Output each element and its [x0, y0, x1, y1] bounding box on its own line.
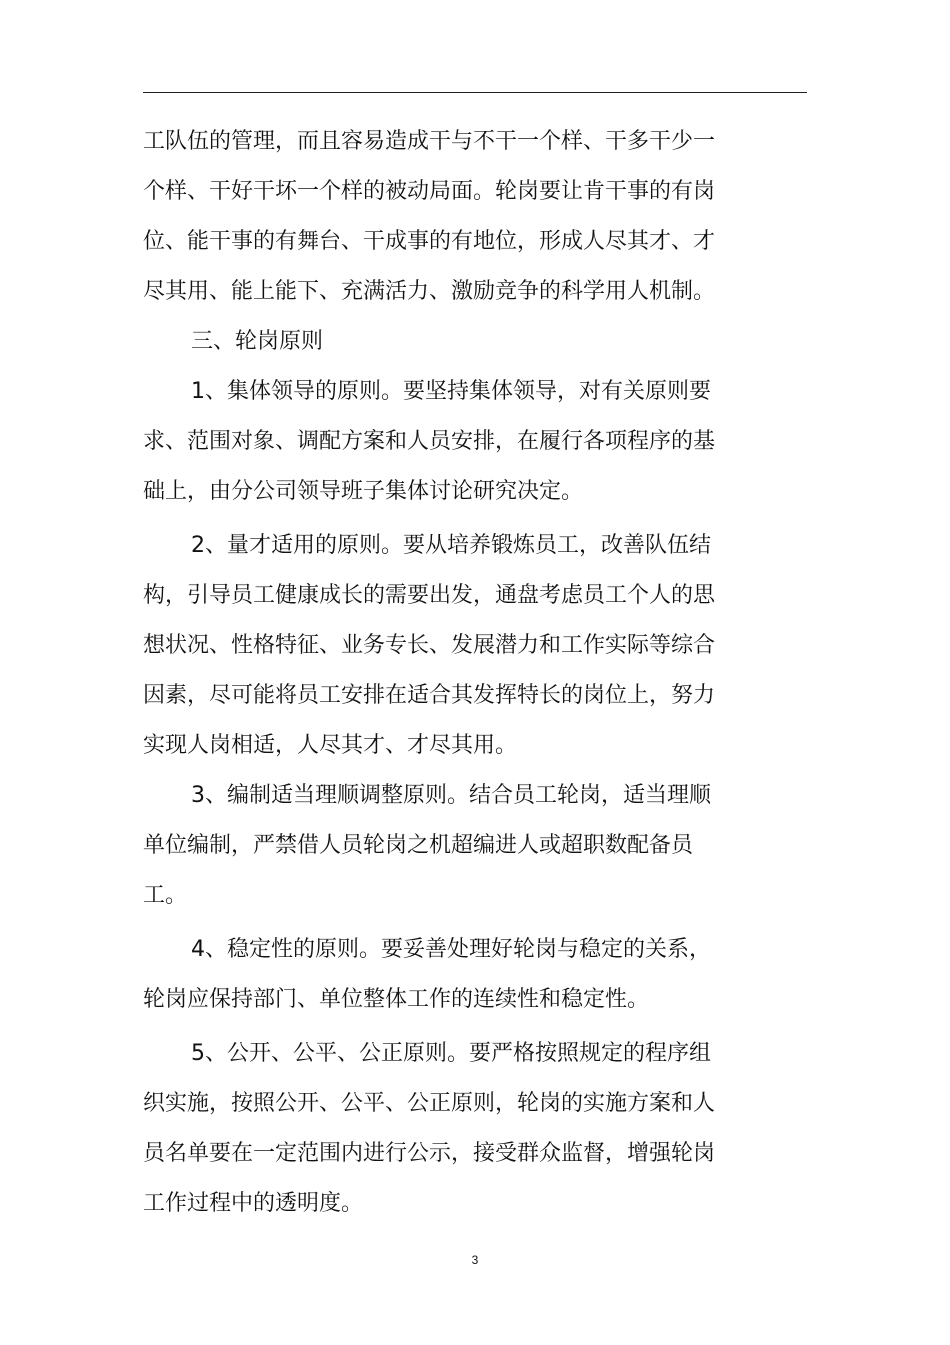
text-line: 5、公开、公平、公正原则。要严格按照规定的程序组: [191, 1041, 711, 1066]
text-line: 工队伍的管理，而且容易造成干与不干一个样、干多干少一: [143, 129, 716, 154]
text-line: 求、范围对象、调配方案和人员安排，在履行各项程序的基: [143, 429, 716, 454]
text-line: 尽其用、能上能下、充满活力、激励竞争的科学用人机制。: [143, 279, 716, 304]
text-line: 位、能干事的有舞台、干成事的有地位，形成人尽其才、才: [143, 229, 716, 254]
text-line: 1、集体领导的原则。要坚持集体领导，对有关原则要: [191, 379, 711, 404]
text-line: 构，引导员工健康成长的需要出发，通盘考虑员工个人的思: [143, 583, 716, 608]
text-line: 4、稳定性的原则。要妥善处理好轮岗与稳定的关系，: [191, 937, 711, 962]
section-heading: [143, 317, 743, 367]
page-number: 3: [471, 1253, 479, 1267]
paragraph-principle-1: [143, 367, 743, 517]
text-line: 员名单要在一定范围内进行公示，接受群众监督，增强轮岗: [143, 1141, 716, 1166]
text-line: 织实施，按照公开、公平、公正原则，轮岗的实施方案和人: [143, 1091, 716, 1116]
text-line: 础上，由分公司领导班子集体讨论研究决定。: [143, 479, 584, 504]
text-line: 工作过程中的透明度。: [143, 1191, 364, 1216]
text-line: 3、编制适当理顺调整原则。结合员工轮岗，适当理顺: [191, 783, 711, 808]
paragraph-principle-5: [143, 1029, 743, 1229]
paragraph-continuation: [143, 117, 743, 317]
paragraph-principle-2: [143, 521, 743, 771]
text-line: 想状况、性格特征、业务专长、发展潜力和工作实际等综合: [143, 633, 716, 658]
paragraph-principle-4: [143, 925, 743, 1025]
text-line: 个样、干好干坏一个样的被动局面。轮岗要让肯干事的有岗: [143, 179, 716, 204]
text-line: 因素，尽可能将员工安排在适合其发挥特长的岗位上，努力: [143, 683, 716, 708]
text-line: 轮岗应保持部门、单位整体工作的连续性和稳定性。: [143, 987, 650, 1012]
text-line: 工。: [143, 883, 188, 908]
text-line: 实现人岗相适，人尽其才、才尽其用。: [143, 733, 518, 758]
header-rule: [143, 92, 807, 93]
document-body: [143, 117, 743, 1229]
heading-text: 三、轮岗原则: [191, 329, 324, 354]
text-line: 单位编制，严禁借人员轮岗之机超编进人或超职数配备员: [143, 833, 694, 858]
paragraph-principle-3: [143, 771, 743, 921]
text-line: 2、量才适用的原则。要从培养锻炼员工，改善队伍结: [191, 533, 711, 558]
